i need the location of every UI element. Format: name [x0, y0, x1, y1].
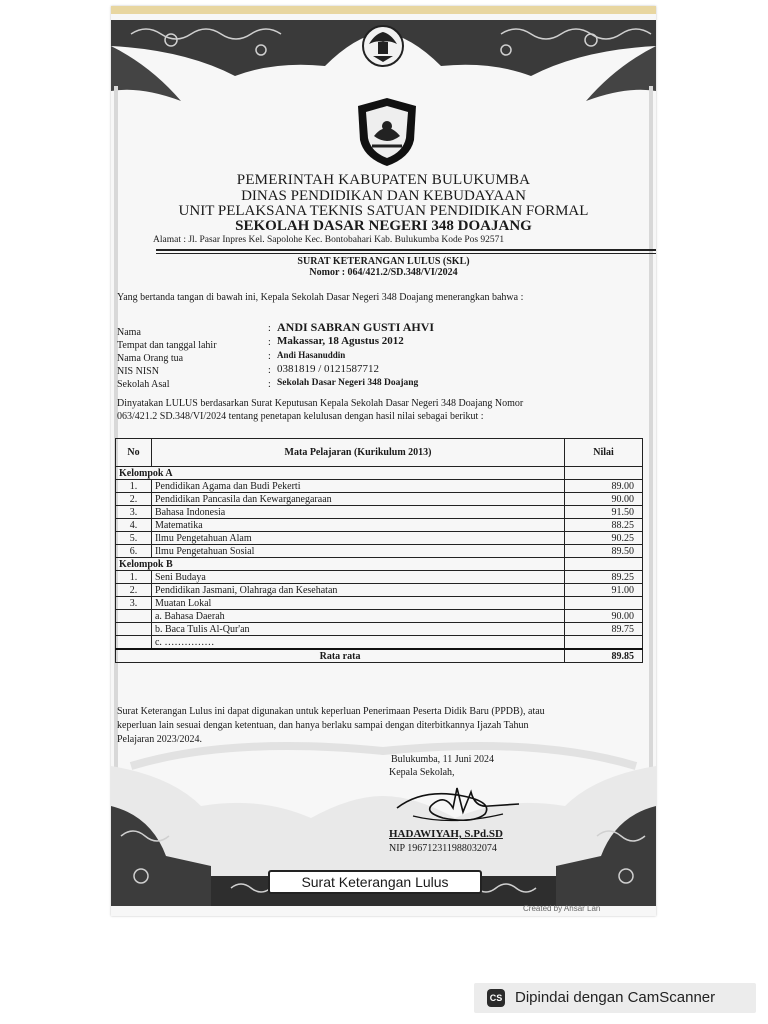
row-no: 3.	[116, 597, 152, 610]
student-name: ANDI SABRAN GUSTI AHVI	[277, 320, 435, 334]
colon: :	[268, 323, 271, 334]
row-no: 1.	[116, 571, 152, 584]
row-subject: a. Bahasa Daerah	[151, 610, 564, 623]
group-a-label: Kelompok A	[116, 467, 565, 480]
table-row	[116, 545, 643, 558]
row-subject: Seni Budaya	[151, 571, 564, 584]
table-row	[116, 480, 643, 493]
header-score: Nilai	[565, 439, 643, 467]
label-school: Sekolah Asal	[117, 379, 170, 390]
label-nis: NIS NISN	[117, 366, 159, 377]
row-subject: Matematika	[151, 519, 564, 532]
student-birth: Makassar, 18 Agustus 2012	[277, 335, 404, 347]
row-score	[565, 636, 643, 650]
row-no: 6.	[116, 545, 152, 558]
label-name: Nama	[117, 327, 141, 338]
origin-school: Sekolah Dasar Negeri 348 Doajang	[277, 378, 419, 388]
average-label: Rata rata	[116, 649, 565, 663]
declaration-line-2: 063/421.2 SD.348/VI/2024 tentang penetapan kelulusan dengan hasil nilai sebagai berikut :	[117, 411, 484, 422]
row-score: 89.50	[565, 545, 643, 558]
label-birth: Tempat dan tanggal lahir	[117, 340, 217, 351]
camscanner-icon: CS	[487, 989, 505, 1007]
school-address: Alamat : Jl. Pasar Inpres Kel. Sapolohe Kec. Bontobahari Kab. Bulukumba Kode Pos 92571	[153, 235, 505, 245]
row-score: 89.75	[565, 623, 643, 636]
row-score: 91.00	[565, 584, 643, 597]
group-b-row	[116, 558, 643, 571]
declaration-line-1: Dinyatakan LULUS berdasarkan Surat Keputusan Kepala Sekolah Dasar Negeri 348 Doajang Nomor	[117, 398, 524, 409]
closing-line-3: Pelajaran 2023/2024.	[117, 734, 202, 745]
colon: :	[268, 379, 271, 390]
group-a-row	[116, 467, 643, 480]
row-no: 2.	[116, 493, 152, 506]
row-score: 91.50	[565, 506, 643, 519]
row-no: 4.	[116, 519, 152, 532]
intro-text: Yang bertanda tangan di bawah ini, Kepala Sekolah Dasar Negeri 348 Doajang menerangkan bahwa :	[117, 292, 524, 303]
label-parent: Nama Orang tua	[117, 353, 184, 364]
garuda-emblem	[363, 26, 403, 66]
letterhead-line-2: DINAS PENDIDIKAN DAN KEBUDAYAAN	[241, 188, 526, 204]
row-score: 89.25	[565, 571, 643, 584]
table-row	[116, 519, 643, 532]
school-name: SEKOLAH DASAR NEGERI 348 DOAJANG	[235, 218, 532, 234]
signature-role: Kepala Sekolah,	[389, 767, 455, 778]
closing-line-2: keperluan lain sesuai dengan ketentuan, dan hanya berlaku sampai dengan diterbitkannya Ijazah Tahun	[117, 720, 529, 731]
camscanner-text: Dipindai dengan CamScanner	[515, 989, 716, 1006]
empty-cell	[565, 558, 643, 571]
average-row	[116, 649, 643, 663]
table-row	[116, 493, 643, 506]
certificate-paper	[111, 6, 656, 916]
table-row	[116, 532, 643, 545]
grades-table	[115, 438, 643, 663]
average-value: 89.85	[565, 649, 643, 663]
row-score: 88.25	[565, 519, 643, 532]
row-no: 3.	[116, 506, 152, 519]
student-labels	[117, 326, 217, 391]
student-values	[277, 320, 434, 390]
row-subject: Pendidikan Agama dan Budi Pekerti	[151, 480, 564, 493]
table-header	[116, 439, 643, 467]
footer-banner: Surat Keterangan Lulus	[268, 870, 482, 894]
empty-cell	[565, 467, 643, 480]
letterhead-line-1: PEMERINTAH KABUPATEN BULUKUMBA	[236, 172, 531, 188]
row-score: 90.00	[565, 493, 643, 506]
row-score: 89.00	[565, 480, 643, 493]
table-row	[116, 597, 643, 610]
row-subject: Bahasa Indonesia	[151, 506, 564, 519]
table-row	[116, 506, 643, 519]
colon: :	[268, 365, 271, 376]
group-b-label: Kelompok B	[116, 558, 565, 571]
camscanner-badge	[474, 983, 756, 1013]
row-no: 5.	[116, 532, 152, 545]
school-crest-logo	[354, 96, 420, 168]
document-title: SURAT KETERANGAN LULUS (SKL)	[297, 256, 470, 267]
table-row	[116, 636, 643, 650]
colon: :	[268, 351, 271, 362]
student-colons	[268, 322, 271, 392]
letterhead-line-3: UNIT PELAKSANA TEKNIS SATUAN PENDIDIKAN FORMAL	[178, 203, 589, 219]
closing-line-1: Surat Keterangan Lulus ini dapat digunakan untuk keperluan Penerimaan Peserta Didik Baru (PPDB), atau	[117, 706, 545, 717]
row-score: 90.00	[565, 610, 643, 623]
row-score: 90.25	[565, 532, 643, 545]
row-no	[116, 636, 152, 650]
letterhead-rule-thick	[156, 249, 656, 251]
letterhead-rule-thin	[156, 253, 656, 254]
table-row	[116, 623, 643, 636]
header-no: No	[116, 439, 152, 467]
row-subject: Pendidikan Jasmani, Olahraga dan Kesehatan	[151, 584, 564, 597]
watermark-text: Created by Ahsar Lan	[523, 904, 601, 913]
row-subject: Muatan Lokal	[151, 597, 564, 610]
row-no	[116, 610, 152, 623]
row-subject: Ilmu Pengetahuan Sosial	[151, 545, 564, 558]
row-subject: Ilmu Pengetahuan Alam	[151, 532, 564, 545]
student-nis-nisn: 0381819 / 0121587712	[277, 363, 380, 375]
row-no: 1.	[116, 480, 152, 493]
document-number: Nomor : 064/421.2/SD.348/VI/2024	[309, 267, 458, 278]
row-subject: b. Baca Tulis Al-Qur'an	[151, 623, 564, 636]
handwritten-signature	[393, 778, 523, 828]
row-no	[116, 623, 152, 636]
parent-name: Andi Hasanuddin	[277, 350, 346, 360]
colon: :	[268, 337, 271, 348]
row-subject: c. ……………	[151, 636, 564, 650]
principal-nip: NIP 196712311988032074	[389, 843, 497, 854]
row-no: 2.	[116, 584, 152, 597]
row-subject: Pendidikan Pancasila dan Kewarganegaraan	[151, 493, 564, 506]
table-row	[116, 610, 643, 623]
row-score	[565, 597, 643, 610]
principal-name: HADAWIYAH, S.Pd.SD	[389, 828, 503, 840]
table-row	[116, 571, 643, 584]
header-subject: Mata Pelajaran (Kurikulum 2013)	[151, 439, 564, 467]
signature-place-date: Bulukumba, 11 Juni 2024	[391, 754, 494, 765]
table-row	[116, 584, 643, 597]
